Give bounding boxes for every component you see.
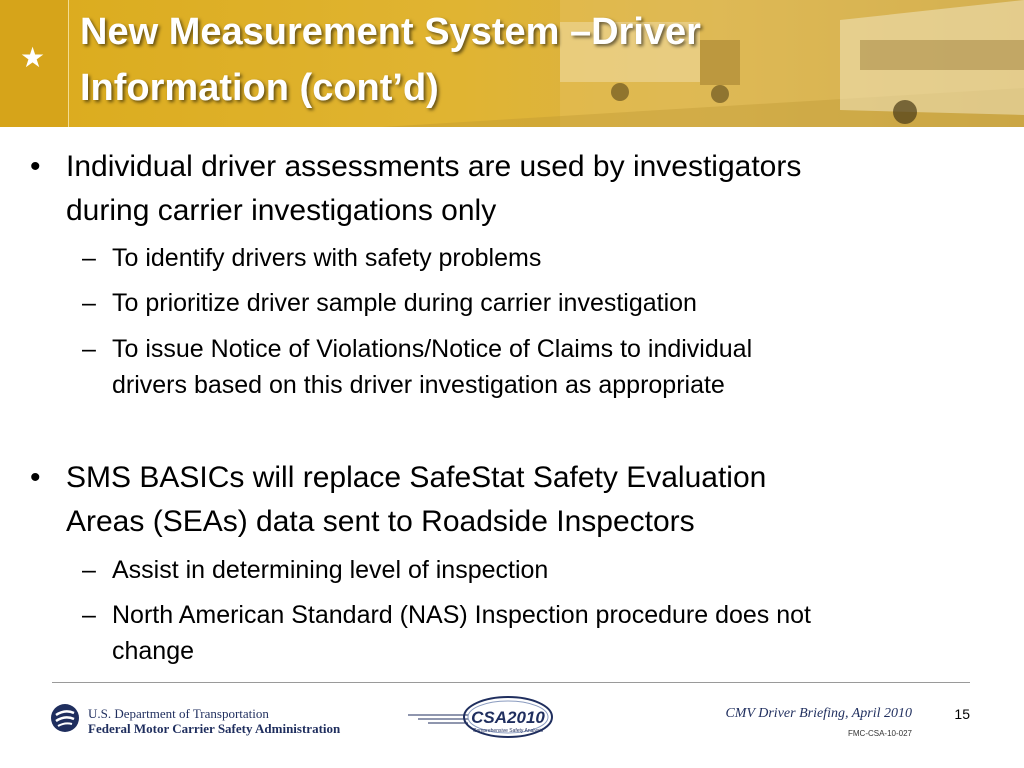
agency-full-name: Federal Motor Carrier Safety Administration (88, 721, 341, 736)
bullet-text-line-1: Individual driver assessments are used by investigators (66, 150, 802, 183)
document-code: FMC-CSA-10-027 (847, 729, 912, 738)
footer-divider (52, 682, 970, 683)
agency-name (88, 706, 340, 736)
slide-title (80, 4, 840, 116)
sub-bullet-text: To identify drivers with safety problems (112, 244, 542, 272)
sub-bullet-item (112, 597, 811, 669)
csa-logo-subtext: Comprehensive Safety Analysis (472, 728, 544, 734)
title-line-1: New Measurement System –Driver (80, 11, 701, 53)
sub-bullet-item (112, 552, 548, 588)
header-side-band (0, 0, 69, 127)
briefing-label: CMV Driver Briefing, April 2010 (725, 706, 912, 721)
star-icon: ★ (20, 41, 46, 74)
sub-bullet-item (112, 331, 752, 403)
csa2010-logo (408, 693, 558, 743)
sub-bullet-item (112, 285, 697, 321)
bullet-item (66, 145, 801, 233)
bullet-marker: • (30, 150, 41, 183)
sub-bullet-item (112, 240, 541, 276)
dash-marker: – (82, 601, 96, 629)
sub-bullet-text: Assist in determining level of inspection (112, 556, 549, 584)
slide-header (0, 0, 1024, 127)
sub-bullet-text-line-2: change (112, 637, 195, 665)
csa-logo-text: CSA2010 (471, 708, 545, 727)
bullet-marker: • (30, 461, 41, 494)
page-number: 15 (954, 706, 970, 722)
dash-marker: – (82, 556, 96, 584)
sub-bullet-text-line-1: To issue Notice of Violations/Notice of Claims to individual (112, 335, 753, 363)
dash-marker: – (82, 335, 96, 363)
sub-bullet-text-line-1: North American Standard (NAS) Inspection procedure does not (112, 601, 811, 629)
dash-marker: – (82, 289, 96, 317)
bullet-text-line-2: during carrier investigations only (66, 194, 497, 227)
sub-bullet-text: To prioritize driver sample during carrier investigation (112, 289, 697, 317)
bullet-text-line-2: Areas (SEAs) data sent to Roadside Inspectors (66, 505, 695, 538)
sub-bullet-text-line-2: drivers based on this driver investigation as appropriate (112, 371, 725, 399)
dept-name: U.S. Department of Transportation (88, 706, 269, 721)
title-line-2: Information (cont’d) (80, 67, 439, 109)
bullet-item (66, 456, 766, 544)
dot-logo-icon (50, 703, 80, 733)
bullet-text-line-1: SMS BASICs will replace SafeStat Safety Evaluation (66, 461, 767, 494)
dash-marker: – (82, 244, 96, 272)
